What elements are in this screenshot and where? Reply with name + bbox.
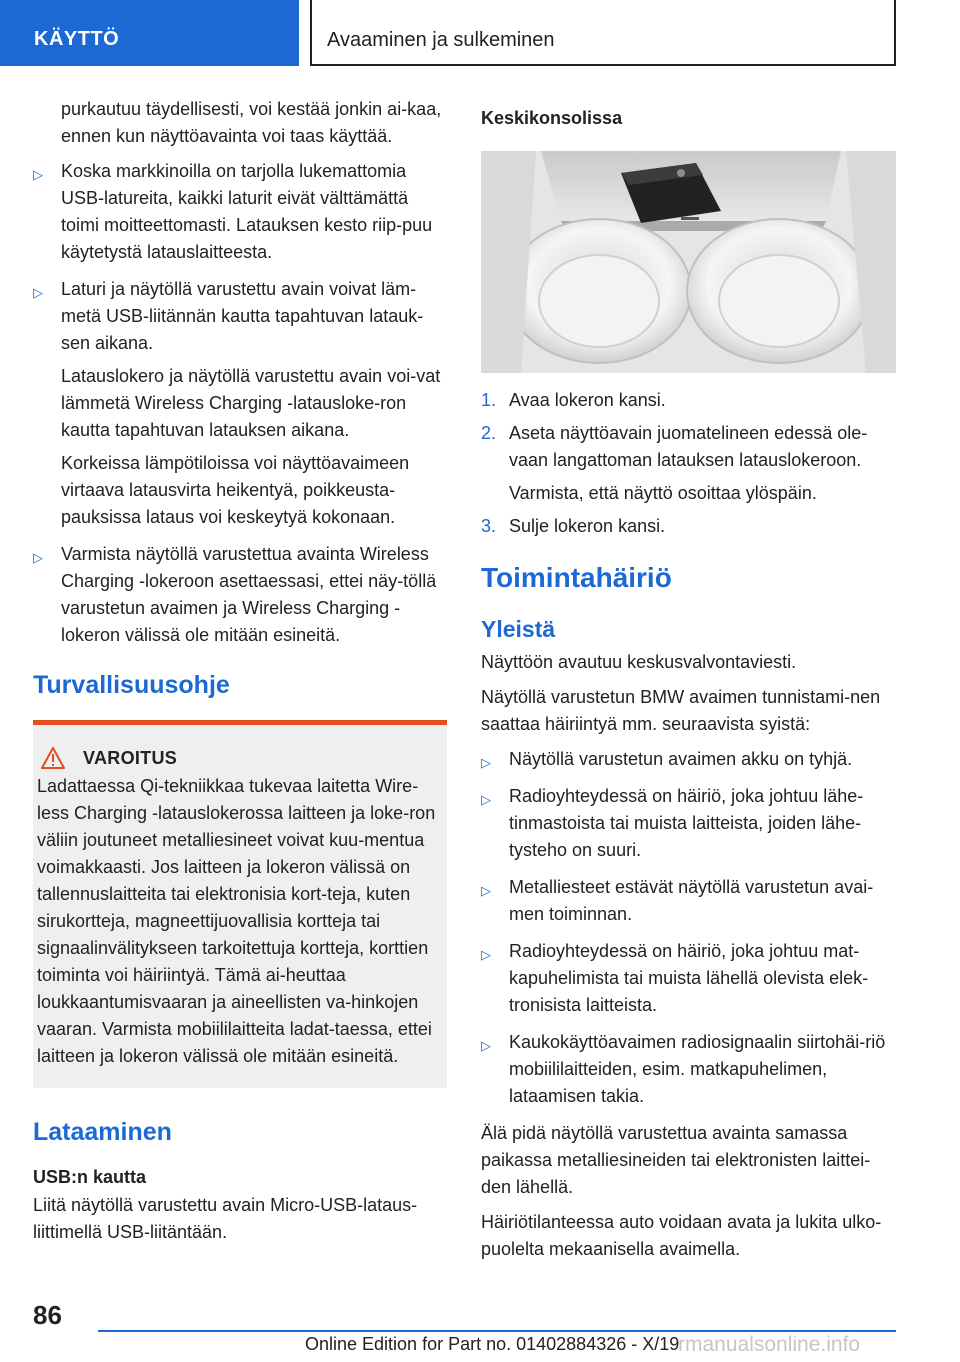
step-text: Sulje lokeron kansi. <box>509 516 666 536</box>
triangle-bullet-icon: ▷ <box>481 792 491 807</box>
list-item-subtext: Korkeissa lämpötiloissa voi näyttöavaimeen virtaava latausvirta heikentyä, poikkeusta-pauksissa lataus voi keskeytyä kokonaan. <box>61 453 410 527</box>
triangle-bullet-icon: ▷ <box>33 285 43 300</box>
list-item-text: Radioyhteydessä on häiriö, joka johtuu mat-kapuhelimista tai muista lähellä olevista elek-tronisista laitteista. <box>509 941 869 1015</box>
triangle-bullet-icon: ▷ <box>481 883 491 898</box>
center-console-image <box>481 151 896 373</box>
section-tab <box>0 0 299 66</box>
triangle-bullet-icon: ▷ <box>33 550 43 565</box>
list-item-text: Kaukokäyttöavaimen radiosignaalin siirtohäi-riö mobiililaitteiden, esim. matkapuhelimen, lataamisen takia. <box>509 1032 886 1106</box>
step-number: 2. <box>481 423 497 443</box>
step-item <box>481 387 896 414</box>
step-number: 3. <box>481 516 497 536</box>
step-item <box>481 513 896 540</box>
general-text-1: Näyttöön avautuu keskusvalvontaviesti. <box>481 652 797 672</box>
general-text-2: Näytöllä varustetun BMW avaimen tunnistami-nen saattaa häiriintyä mm. seuraavista syistä: <box>481 687 881 734</box>
list-item <box>481 1029 896 1110</box>
right-column <box>481 96 896 1271</box>
footer-edition: Online Edition for Part no. 01402884326 - X/19 <box>305 1334 680 1354</box>
list-item-text: Laturi ja näytöllä varustettu avain voivat läm-metä USB-liitännän kautta tapahtuvan latauk-sen aikana. <box>61 279 424 353</box>
usb-text: Liitä näytöllä varustettu avain Micro-USB-lataus-liittimellä USB-liitäntään. <box>33 1195 418 1242</box>
watermark: rmanualsonline.info <box>678 1333 861 1356</box>
warning-title: VAROITUS <box>83 747 178 768</box>
general-heading: Yleistä <box>481 616 556 642</box>
step-text: Avaa lokeron kansi. <box>509 390 666 410</box>
warning-title-row <box>33 747 447 769</box>
footer-divider <box>98 1330 896 1332</box>
charging-heading: Lataaminen <box>33 1118 172 1146</box>
chapter-tab <box>310 0 896 66</box>
usb-heading: USB:n kautta <box>33 1167 147 1187</box>
left-column <box>33 96 447 1254</box>
page-number: 86 <box>33 1300 62 1330</box>
charging-notes-list <box>33 158 447 649</box>
step-number: 1. <box>481 390 497 410</box>
closing-text-2: Häiriötilanteessa auto voidaan avata ja lukita ulko-puolelta mekaanisella avaimella. <box>481 1212 882 1259</box>
safety-heading: Turvallisuusohje <box>33 671 230 699</box>
step-item <box>481 420 896 507</box>
list-item-text: Koska markkinoilla on tarjolla lukemattomia USB-latureita, kaikki laturit eivät välttämättä toimi moitteettomasti. Latauksen kesto riip-puu käytetystä latauslaitteesta. <box>61 161 433 262</box>
closing-text-1: Älä pidä näytöllä varustettua avainta samassa paikassa metalliesineiden tai elektronisten laittei-den lähellä. <box>481 1123 871 1197</box>
causes-list <box>481 746 896 1110</box>
warning-box <box>33 720 447 1088</box>
triangle-bullet-icon: ▷ <box>481 1038 491 1053</box>
list-item-subtext: Latauslokero ja näytöllä varustettu avain voi-vat lämmetä Wireless Charging -latausloke-ron kautta tapahtuvan latauksen aikana. <box>61 366 441 440</box>
chapter-title: Avaaminen ja sulkeminen <box>327 29 555 51</box>
list-item-text: Varmista näytöllä varustettua avainta Wireless Charging -lokeroon asettaessasi, ettei näy-töllä varustetun avaimen ja Wireless Charging -lokeron välissä ole mitään esineitä. <box>61 544 437 645</box>
list-item-text: Näytöllä varustetun avaimen akku on tyhjä. <box>509 749 853 769</box>
list-item <box>481 938 896 1019</box>
console-heading: Keskikonsolissa <box>481 108 623 128</box>
list-item <box>33 276 447 531</box>
warning-text: Ladattaessa Qi-tekniikkaa tukevaa laitetta Wire-less Charging -latauslokerossa laitteen ja loke-ron väliin joutuneet metalliesineet voivat kuu-mentua voimakkaasti. Jos laitteen ja lokeron välissä on tallennuslaitteita tai elektronisia kort-teja, kuten sirukortteja, magneettijuovallisia kortteja tai signaalinvälitykseen tarkoitettuja kortteja, korttien toiminta voi häiriintyä. Tämä ai-heuttaa loukkaantumisvaaran ja aineellisten va-hinkojen vaaran. Varmista mobiililaitteita ladat-taessa, ettei laitteen ja lokeron välissä ole mitään esineitä. <box>37 776 436 1066</box>
triangle-bullet-icon: ▷ <box>481 947 491 962</box>
list-item-text: Radioyhteydessä on häiriö, joka johtuu lähe-tinmastoista tai muista laitteista, joiden lähe-tysteho on suuri. <box>509 786 864 860</box>
list-item <box>481 874 896 928</box>
step-text: Aseta näyttöavain juomatelineen edessä ole-vaan langattoman latauksen latauslokeroon. <box>509 423 868 470</box>
triangle-bullet-icon: ▷ <box>481 755 491 770</box>
section-label: KÄYTTÖ <box>34 28 120 50</box>
list-item <box>33 158 447 266</box>
intro-text: purkautuu täydellisesti, voi kestää jonkin ai-kaa, ennen kun näyttöavainta voi taas käyttää. <box>61 99 442 146</box>
fault-heading: Toimintahäiriö <box>481 562 672 593</box>
triangle-bullet-icon: ▷ <box>33 167 43 182</box>
list-item <box>33 541 447 649</box>
step-subtext: Varmista, että näyttö osoittaa ylöspäin. <box>509 483 817 503</box>
warning-triangle-icon <box>41 747 65 769</box>
steps-list <box>481 387 896 540</box>
list-item-text: Metalliesteet estävät näytöllä varustetun avai-men toiminnan. <box>509 877 874 924</box>
page-header <box>0 0 960 66</box>
console-photo <box>481 151 896 373</box>
list-item <box>481 783 896 864</box>
list-item <box>481 746 896 773</box>
